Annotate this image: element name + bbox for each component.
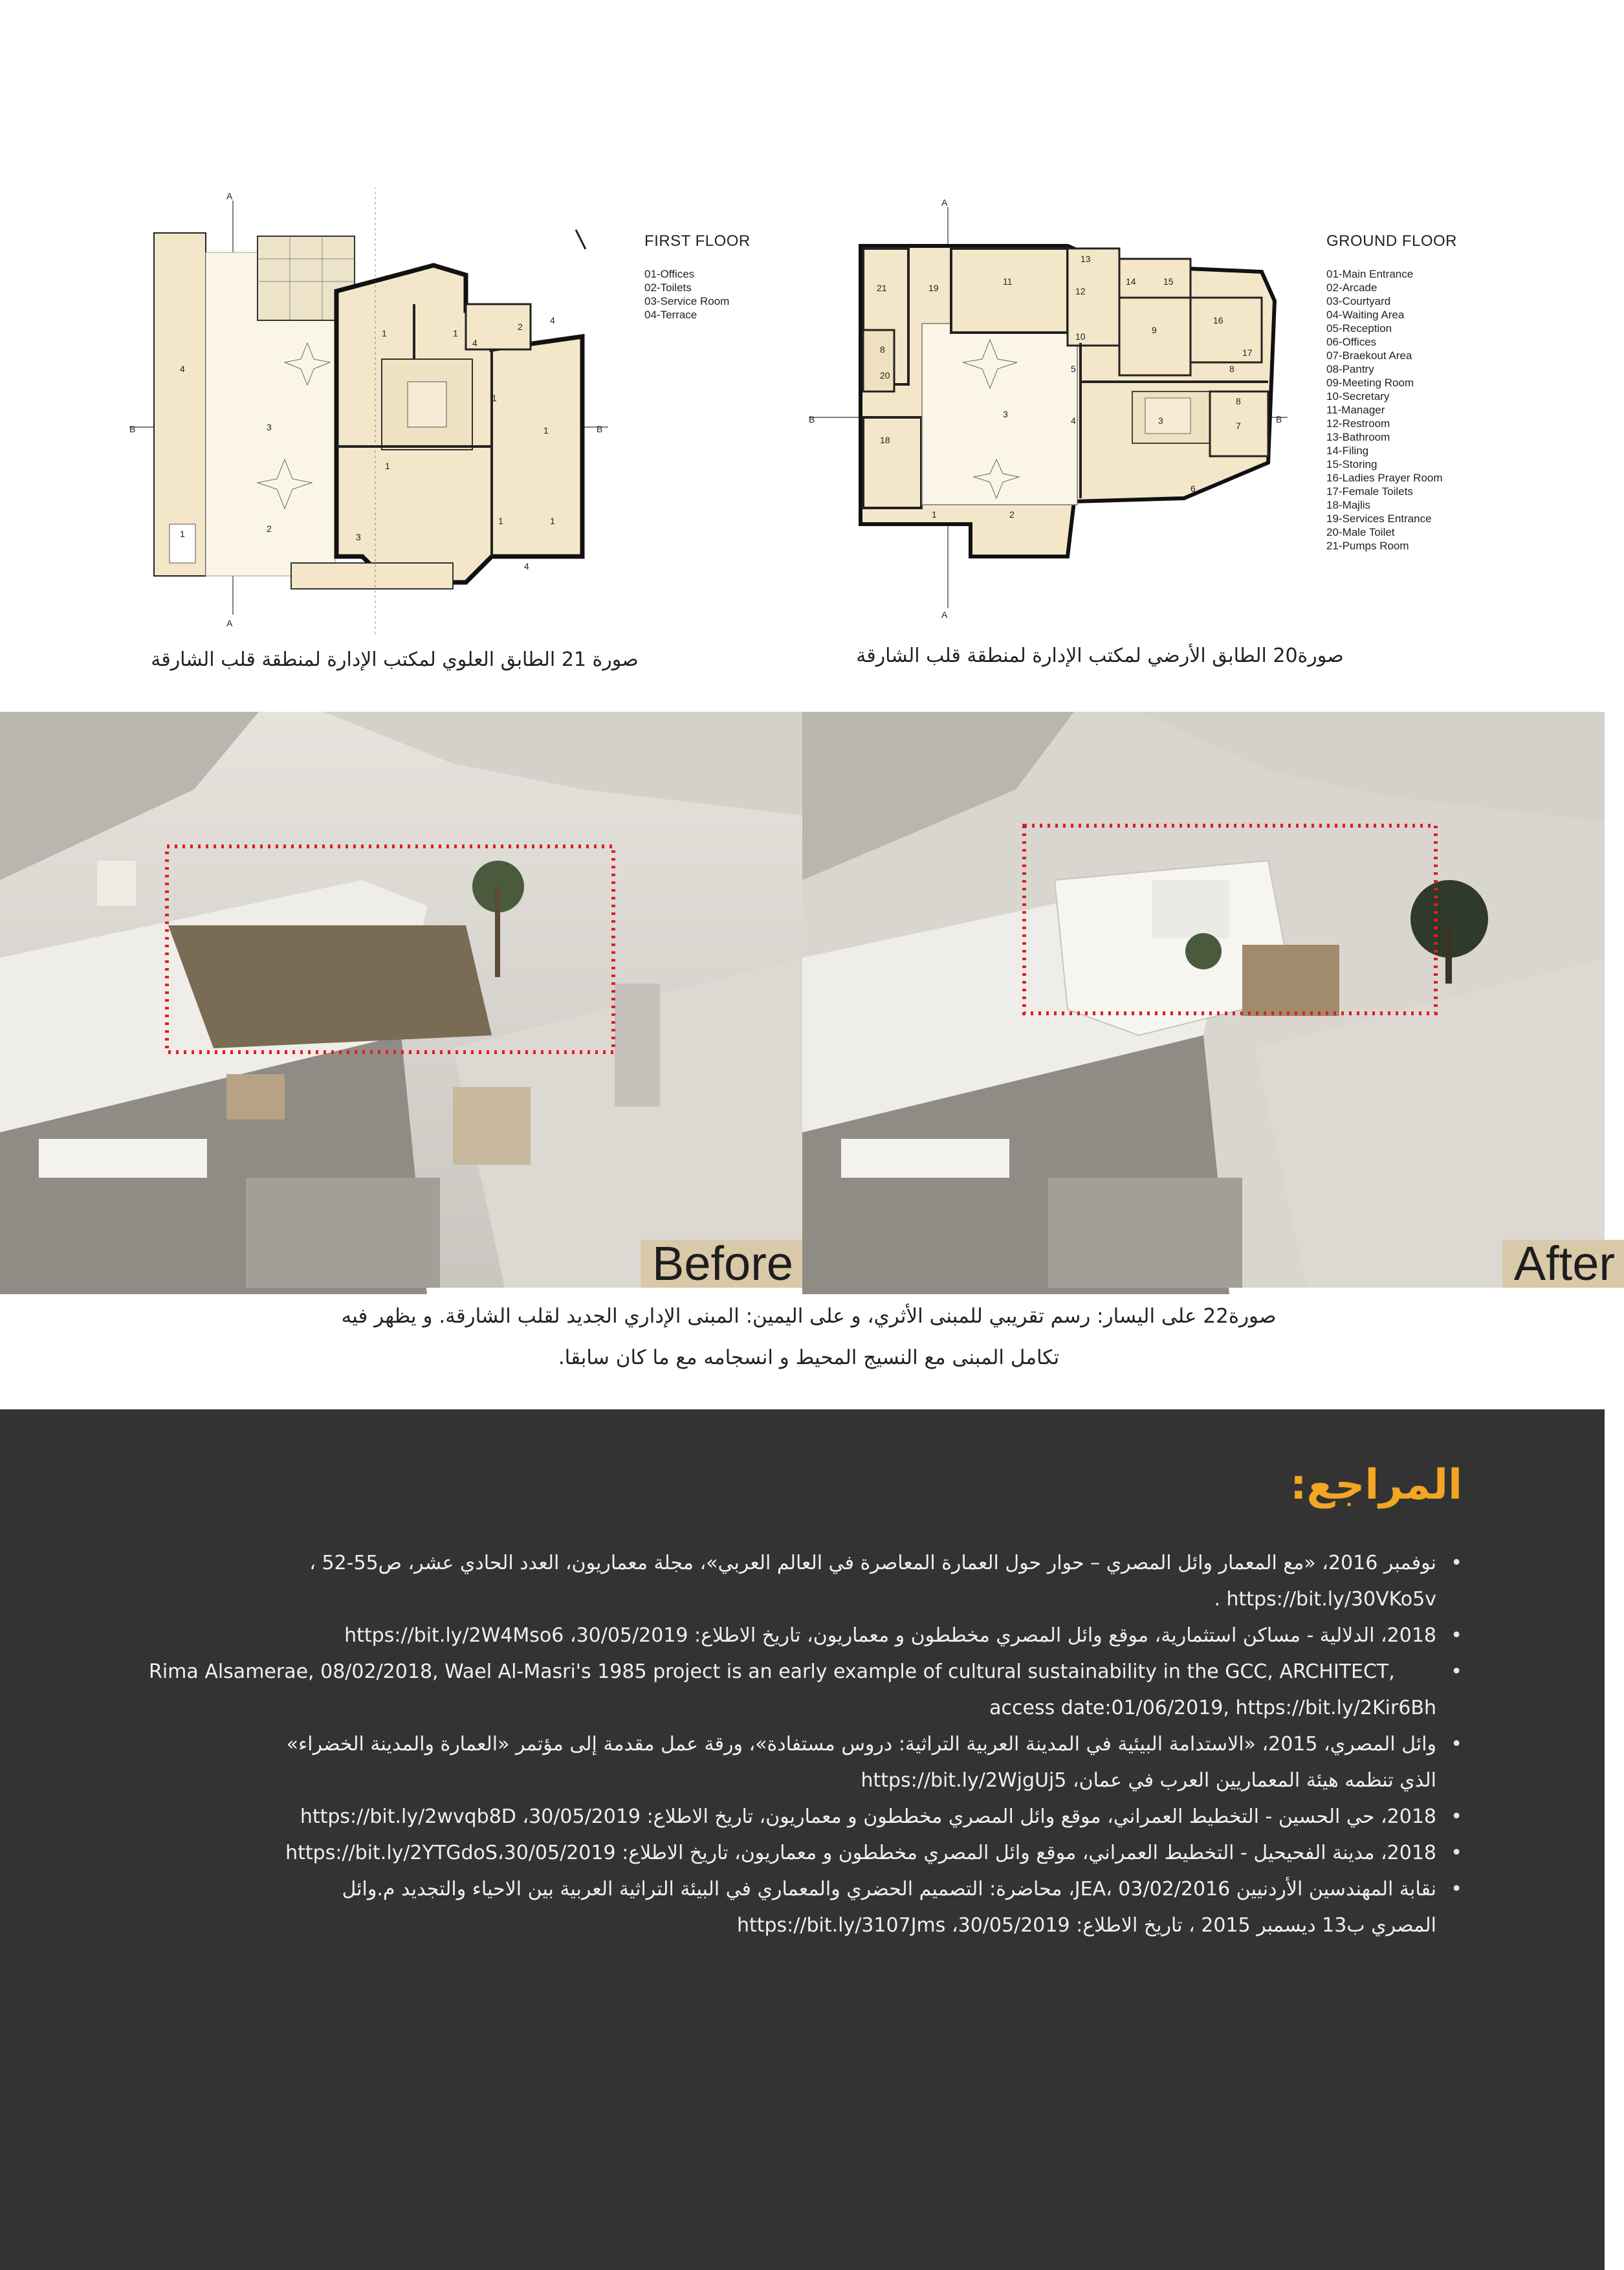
references-list bbox=[149, 1545, 1462, 1944]
first-floor-title: FIRST FLOOR bbox=[644, 232, 751, 250]
room-number: 2 bbox=[1009, 509, 1015, 520]
reference-text: نقابة المهندسين الأردنيين JEA، 03/02/2016، محاضرة: التصميم الحضري والمعماري في البيئة التراثية العربية بين الاحياء والتجديد م.وائل bbox=[342, 1878, 1436, 1901]
room-number: 2 bbox=[267, 523, 272, 534]
photos-caption-line1: صورة22 على اليسار: رسم تقريبي للمبنى الأثري، و على اليمين: المبنى الإداري الجديد لقلب الشارقة. و يظهر فيه bbox=[341, 1305, 1277, 1328]
axis-label: B bbox=[129, 424, 136, 434]
legend-item: 01-Offices bbox=[644, 268, 695, 280]
room-number: 14 bbox=[1126, 276, 1136, 287]
before-photo bbox=[0, 712, 802, 1288]
reference-item bbox=[149, 1545, 1462, 1618]
legend-item: 03-Service Room bbox=[644, 295, 730, 307]
room-number: 1 bbox=[492, 393, 497, 403]
legend-item: 06-Offices bbox=[1326, 336, 1377, 348]
room-number: 21 bbox=[877, 283, 887, 293]
legend-item: 21-Pumps Room bbox=[1326, 540, 1409, 552]
legend-item: 05-Reception bbox=[1326, 322, 1392, 335]
room-number: 7 bbox=[1236, 421, 1241, 431]
bullet-icon: • bbox=[1451, 1878, 1462, 1901]
after-photo bbox=[802, 712, 1615, 1290]
room-number: 4 bbox=[550, 315, 555, 325]
reference-text: 2018، الدلالية - مساكن استثمارية، موقع وائل المصري مخططون و معماريون، تاريخ الاطلاع: 30/05/2019، https://bit.ly/2W4Mso6 bbox=[344, 1624, 1436, 1647]
room-number: 16 bbox=[1213, 315, 1223, 325]
bullet-icon: • bbox=[1451, 1660, 1462, 1683]
room-number: 19 bbox=[928, 283, 939, 293]
legend-item: 17-Female Toilets bbox=[1326, 485, 1413, 498]
room-number: 3 bbox=[1003, 409, 1008, 419]
room-number: 13 bbox=[1081, 254, 1091, 264]
reference-item bbox=[149, 1835, 1462, 1871]
room-number: 8 bbox=[1236, 396, 1241, 406]
legend-item: 10-Secretary bbox=[1326, 390, 1390, 402]
room-number: 12 bbox=[1075, 286, 1086, 296]
legend-item: 02-Arcade bbox=[1326, 281, 1377, 294]
room-number: 1 bbox=[498, 516, 503, 526]
bullet-icon: • bbox=[1451, 1624, 1462, 1647]
before-label: Before bbox=[641, 1240, 802, 1288]
room-number: 1 bbox=[543, 425, 549, 435]
ground-floor-title: GROUND FLOOR bbox=[1326, 232, 1458, 250]
legend-item: 15-Storing bbox=[1326, 458, 1377, 470]
reference-continuation: https://bit.ly/30VKo5v . bbox=[1214, 1588, 1436, 1611]
axis-label: A bbox=[226, 191, 233, 201]
first-floor-caption: صورة 21 الطابق العلوي لمكتب الإدارة لمنطقة قلب الشارقة bbox=[151, 648, 639, 671]
legend-item: 04-Terrace bbox=[644, 309, 697, 321]
axis-label: A bbox=[226, 618, 233, 628]
legend-item: 03-Courtyard bbox=[1326, 295, 1391, 307]
bullet-icon: • bbox=[1451, 1842, 1462, 1864]
room-number: 1 bbox=[453, 328, 458, 338]
room-number: 6 bbox=[1191, 483, 1196, 494]
room-number: 15 bbox=[1163, 276, 1174, 287]
room-number: 2 bbox=[518, 322, 523, 332]
ground-floor-caption: صورة20 الطابق الأرضي لمكتب الإدارة لمنطقة قلب الشارقة bbox=[856, 645, 1344, 667]
legend-item: 19-Services Entrance bbox=[1326, 512, 1432, 525]
reference-item bbox=[149, 1726, 1462, 1799]
reference-item bbox=[149, 1654, 1462, 1726]
legend-item: 04-Waiting Area bbox=[1326, 309, 1405, 321]
axis-label: B bbox=[809, 414, 815, 424]
room-number: 10 bbox=[1075, 331, 1086, 342]
references-panel bbox=[0, 1409, 1605, 2270]
reference-item bbox=[149, 1799, 1462, 1835]
reference-text: 2018، مدينة الفحيحيل - التخطيط العمراني، موقع وائل المصري مخططون و معماريون، تاريخ الاطلاع: 30/05/2019،https://bit.ly/2YTGdoS bbox=[285, 1842, 1436, 1864]
room-number: 20 bbox=[880, 370, 890, 380]
room-number: 4 bbox=[472, 338, 477, 348]
legend-item: 09-Meeting Room bbox=[1326, 377, 1414, 389]
bullet-icon: • bbox=[1451, 1733, 1462, 1756]
room-number: 17 bbox=[1242, 347, 1253, 358]
room-number: 1 bbox=[180, 529, 185, 539]
room-number: 3 bbox=[1158, 415, 1163, 426]
room-number: 4 bbox=[524, 561, 529, 571]
axis-label: A bbox=[941, 610, 948, 620]
reference-continuation: المصري ب13 ديسمبر 2015 ، تاريخ الاطلاع: 30/05/2019، https://bit.ly/3107Jms bbox=[736, 1914, 1436, 1937]
legend-item: 07-Braekout Area bbox=[1326, 349, 1412, 362]
bullet-icon: • bbox=[1451, 1552, 1462, 1574]
reference-text: نوفمبر 2016، «مع المعمار وائل المصري – حوار حول العمارة المعاصرة في العالم العربي»، مجلة معماريون، العدد الحادي عشر، ص55-52 ، bbox=[309, 1552, 1436, 1574]
reference-text: 2018، حي الحسين - التخطيط العمراني، موقع وائل المصري مخططون و معماريون، تاريخ الاطلاع: 30/05/2019، https://bit.ly/2wvqb8D bbox=[300, 1805, 1436, 1828]
room-number: 8 bbox=[1229, 364, 1234, 374]
legend-item: 08-Pantry bbox=[1326, 363, 1374, 375]
room-number: 4 bbox=[1071, 415, 1076, 426]
first-floor-plan bbox=[129, 188, 621, 628]
room-number: 3 bbox=[267, 422, 272, 432]
legend-item: 02-Toilets bbox=[644, 281, 692, 294]
legend-item: 13-Bathroom bbox=[1326, 431, 1390, 443]
bullet-icon: • bbox=[1451, 1805, 1462, 1828]
legend-item: 12-Restroom bbox=[1326, 417, 1390, 430]
room-number: 18 bbox=[880, 435, 890, 445]
legend-item: 01-Main Entrance bbox=[1326, 268, 1414, 280]
reference-text: Rima Alsamerae, 08/02/2018, Wael Al-Masri's 1985 project is an early example of cultural sustainability in the GCC, ARCHITECT, bbox=[149, 1660, 1395, 1683]
reference-text: وائل المصري، 2015، «الاستدامة البيئية في المدينة العربية التراثية: دروس مستفادة»، ورقة عمل مقدمة إلى مؤتمر «العمارة والمدينة الخضراء» bbox=[286, 1733, 1436, 1756]
reference-item bbox=[149, 1618, 1462, 1654]
first-floor-legend bbox=[644, 234, 813, 322]
reference-continuation: access date:01/06/2019, https://bit.ly/2Kir6Bh bbox=[989, 1697, 1436, 1719]
room-number: 4 bbox=[180, 364, 185, 374]
legend-item: 14-Filing bbox=[1326, 445, 1369, 457]
axis-label: B bbox=[1276, 414, 1282, 424]
references-title: المراجع: bbox=[1289, 1461, 1462, 1509]
legend-item: 20-Male Toilet bbox=[1326, 526, 1395, 538]
legend-item: 18-Majlis bbox=[1326, 499, 1371, 511]
room-number: 5 bbox=[1071, 364, 1076, 374]
room-number: 3 bbox=[356, 532, 361, 542]
room-number: 11 bbox=[1003, 276, 1013, 287]
after-label: After bbox=[1502, 1240, 1624, 1288]
reference-item bbox=[149, 1871, 1462, 1944]
room-number: 8 bbox=[880, 344, 885, 355]
legend-item: 16-Ladies Prayer Room bbox=[1326, 472, 1443, 484]
ground-floor-legend bbox=[1326, 234, 1495, 553]
axis-label: B bbox=[597, 424, 603, 434]
ground-floor-plan bbox=[809, 194, 1300, 621]
legend-item: 11-Manager bbox=[1326, 404, 1385, 416]
ground-floor-legend-list bbox=[1326, 267, 1495, 553]
reference-continuation: الذي تنظمه هيئة المعماريين العرب في عمان، https://bit.ly/2WjgUj5 bbox=[861, 1769, 1436, 1792]
room-number: 1 bbox=[382, 328, 387, 338]
room-number: 1 bbox=[385, 461, 390, 471]
axis-label: A bbox=[941, 197, 948, 208]
room-number: 9 bbox=[1152, 325, 1157, 335]
room-number: 1 bbox=[550, 516, 555, 526]
photos-caption-line2: تكامل المبنى مع النسيج المحيط و انسجامه مع ما كان سابقا. bbox=[558, 1346, 1060, 1369]
room-number: 1 bbox=[932, 509, 937, 520]
